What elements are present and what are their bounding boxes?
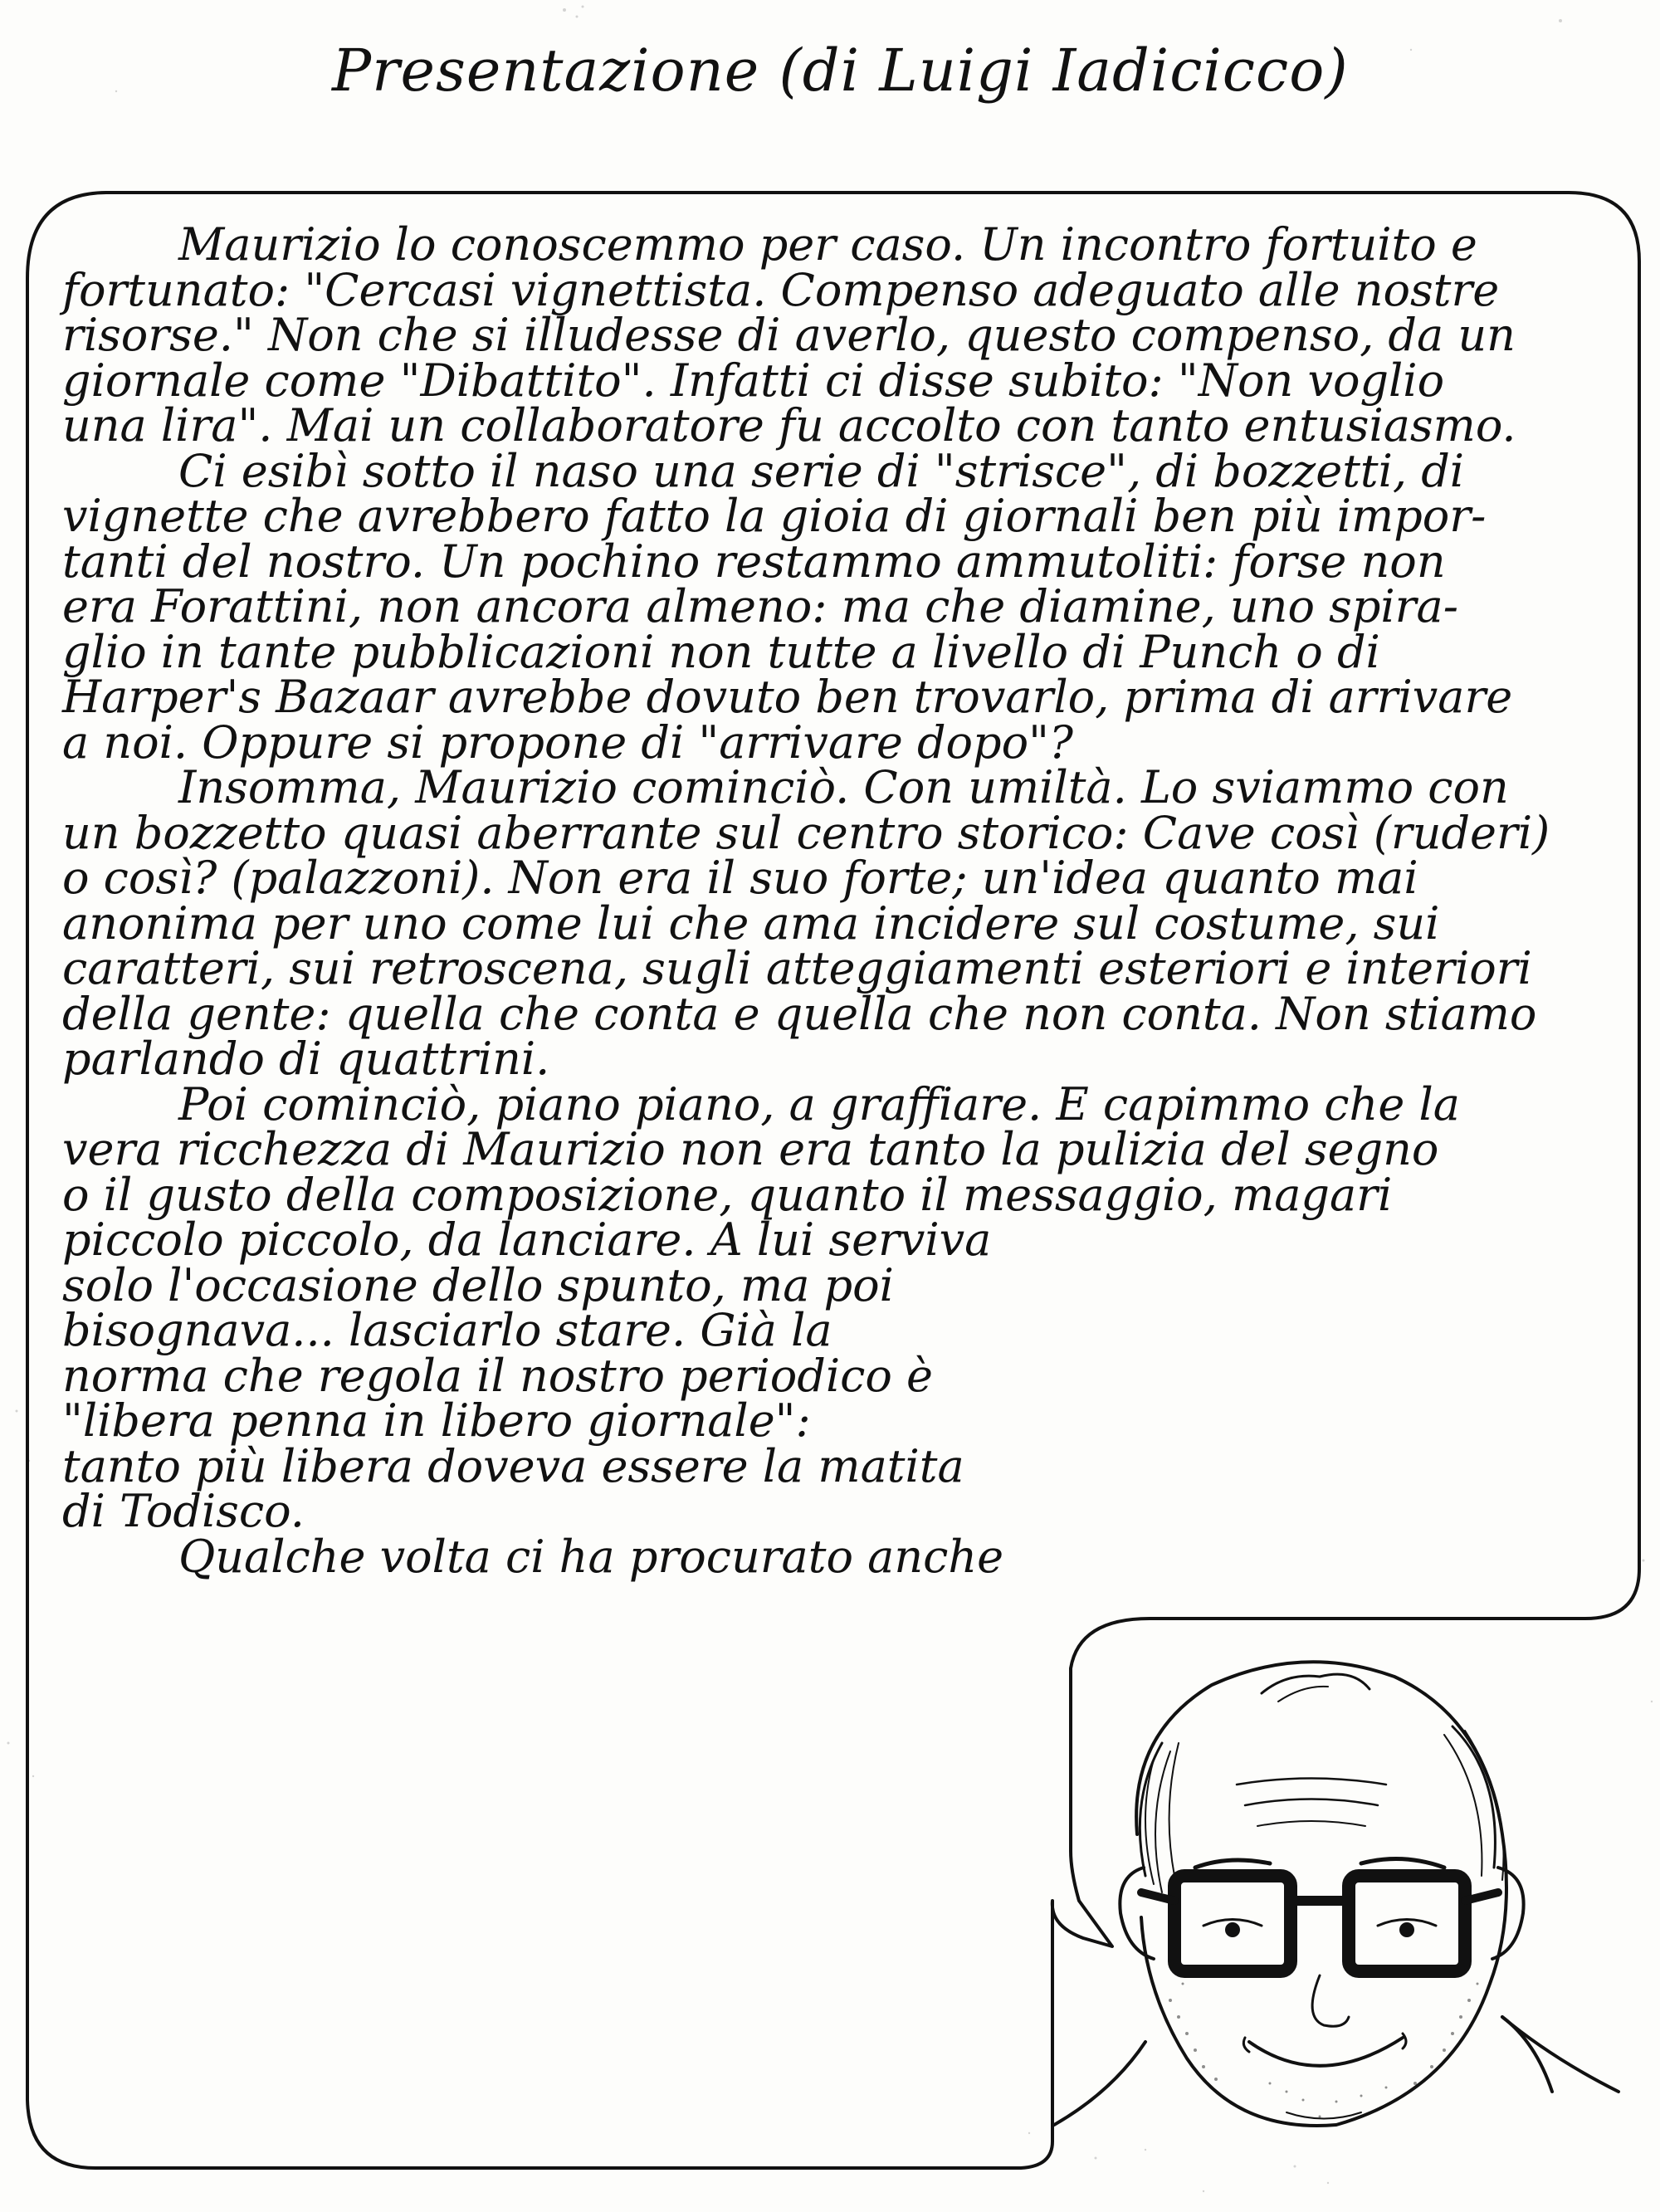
page-title: Presentazione (di Luigi Iadicicco) — [332, 37, 1349, 105]
text-line: vera ricchezza di Maurizio non era tanto la pulizia del segno — [62, 1123, 1439, 1175]
text-line: era Forattini, non ancora almeno: ma che diamine, uno spira- — [62, 580, 1458, 632]
caricature-portrait-icon — [1038, 1627, 1635, 2175]
text-line: bisognava... lasciarlo stare. Già la — [62, 1304, 832, 1356]
text-line: Maurizio lo conoscemmo per caso. Un incontro fortuito e — [178, 218, 1477, 271]
text-line: parlando di quattrini. — [62, 1033, 550, 1085]
text-line: tanti del nostro. Un pochino restammo ammutoliti: forse non — [62, 535, 1446, 588]
text-line: solo l'occasione dello spunto, ma poi — [62, 1258, 894, 1311]
text-line: fortunato: "Cercasi vignettista. Compenso adeguato alle nostre — [62, 263, 1500, 316]
text-line: Qualche volta ci ha procurato anche — [178, 1530, 1004, 1583]
text-line: Poi cominciò, piano piano, a graffiare. E capimmo che la — [178, 1077, 1460, 1130]
text-line: tanto più libera doveva essere la matita — [62, 1439, 964, 1492]
text-line: Ci esibì sotto il naso una serie di "strisce", di bozzetti, di — [178, 444, 1465, 497]
text-line: giornale come "Dibattito". Infatti ci disse subito: "Non voglio — [62, 354, 1445, 407]
text-line: della gente: quella che conta e quella che non conta. Non stiamo — [62, 987, 1537, 1040]
text-line: vignette che avrebbero fatto la gioia di giornali ben più impor- — [62, 490, 1487, 542]
article-body — [62, 218, 1623, 1583]
text-line: risorse." Non che si illudesse di averlo, questo compenso, da un — [62, 309, 1516, 361]
text-line: anonima per uno come lui che ama incidere sul costume, sui — [62, 896, 1440, 950]
text-line: a noi. Oppure si propone di "arrivare dopo"? — [62, 715, 1073, 769]
text-line: Insomma, Maurizio cominciò. Con umiltà. Lo sviammo con — [178, 761, 1509, 813]
text-line: norma che regola il nostro periodico è — [62, 1349, 934, 1402]
text-line: "libera penna in libero giornale": — [62, 1394, 811, 1447]
text-line: o il gusto della composizione, quanto il messaggio, magari — [62, 1168, 1393, 1221]
text-line: caratteri, sui retroscena, sugli atteggiamenti esteriori e interiori — [62, 942, 1532, 994]
text-line: un bozzetto quasi aberrante sul centro storico: Cave così (ruderi) — [62, 806, 1550, 859]
text-line: glio in tante pubblicazioni non tutte a livello di Punch o di — [62, 625, 1380, 678]
text-line: Harper's Bazaar avrebbe dovuto ben trovarlo, prima di arrivare — [62, 671, 1513, 723]
text-line: una lira". Mai un collaboratore fu accolto con tanto entusiasmo. — [62, 399, 1516, 452]
text-line: piccolo piccolo, da lanciare. A lui serviva — [62, 1213, 992, 1266]
text-line: di Todisco. — [62, 1485, 305, 1537]
text-line: o così? (palazzoni). Non era il suo forte; un'idea quanto mai — [62, 852, 1418, 904]
